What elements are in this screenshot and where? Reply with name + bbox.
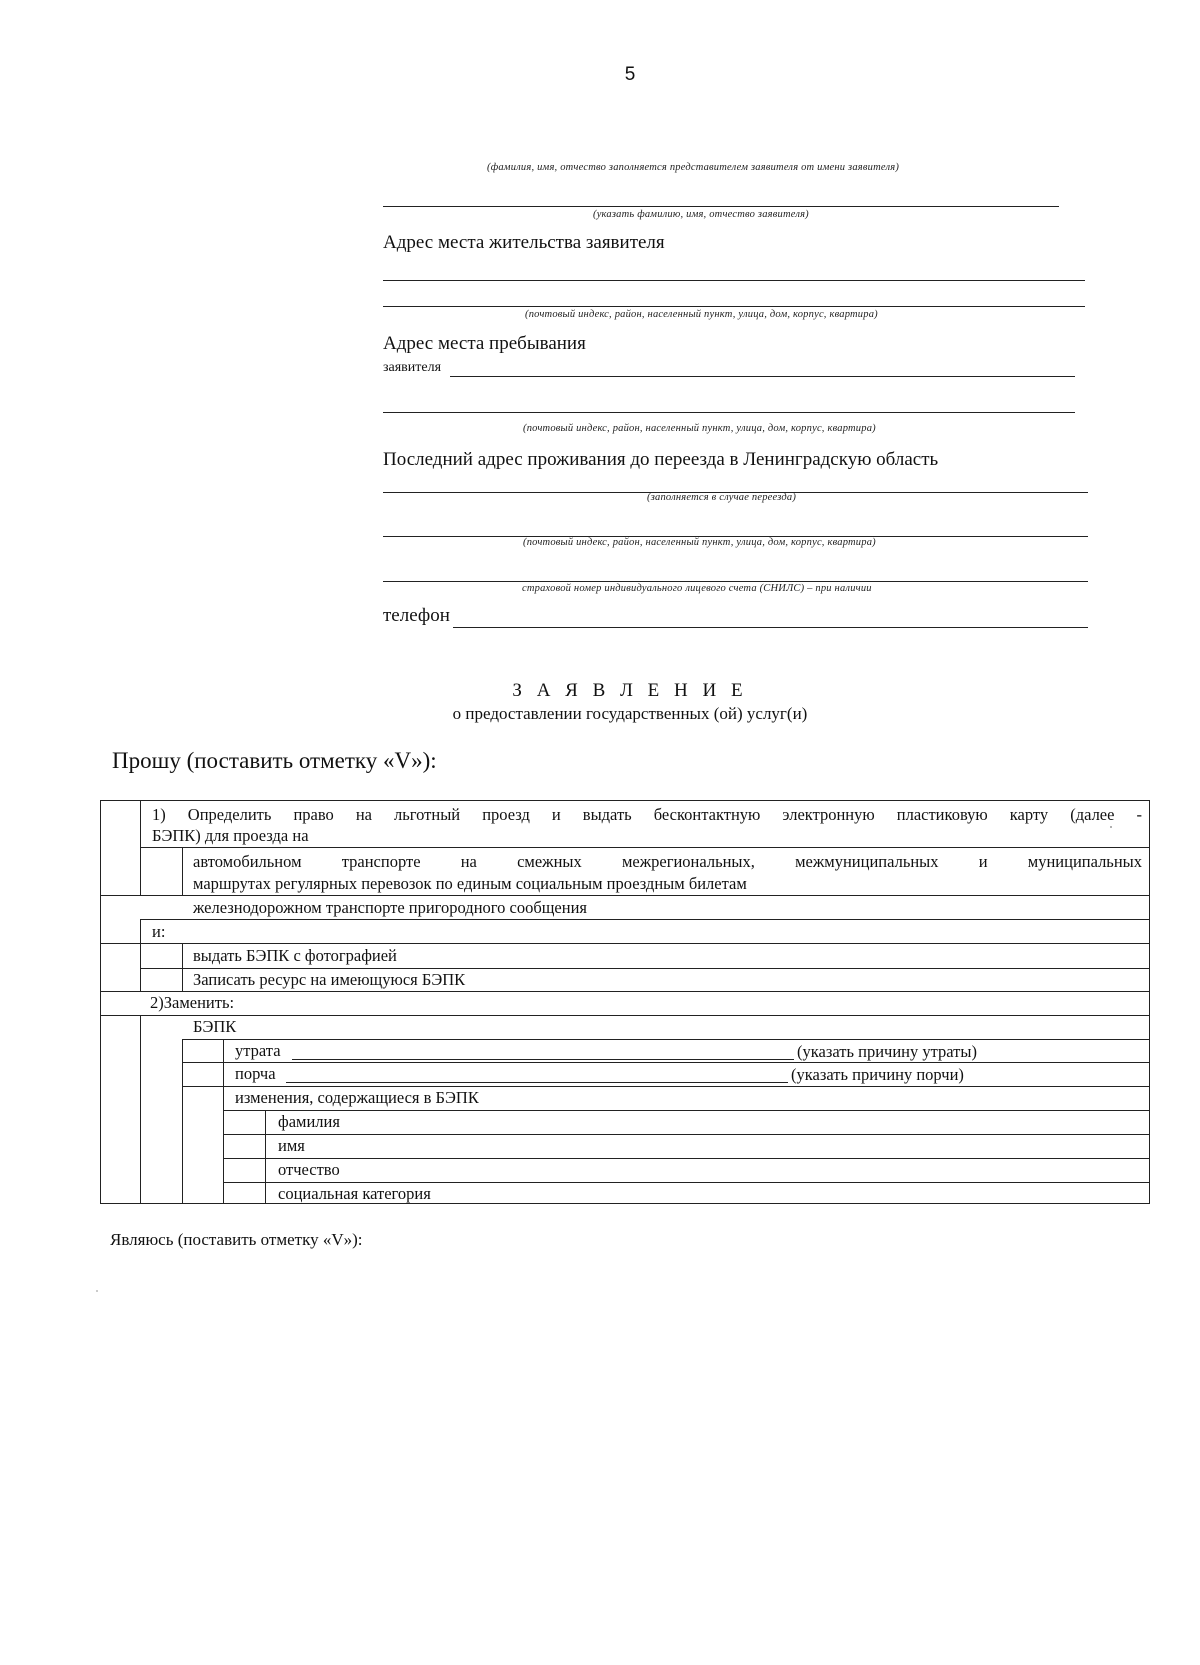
iam-label: Являюсь (поставить отметку «V»): [110,1230,363,1249]
table-rule [182,1062,1150,1063]
replace-label: 2)Заменить: [150,993,235,1012]
bepk-label: БЭПК [193,1017,237,1036]
document-subtitle: о предоставлении государственных (ой) услуг(и) [452,704,808,723]
checkbox-rail-transport[interactable] [141,896,181,918]
patronymic-label: отчество [278,1160,340,1179]
hint-address-2: (почтовый индекс, район, населенный пункт, улица, дом, корпус, квартира) [523,423,876,434]
table-rule [100,1015,1150,1016]
row1-text-line2: БЭПК) для проезда на [152,826,309,845]
checkbox-photo-card[interactable] [141,944,181,967]
residence-line-2[interactable] [383,306,1085,307]
checkbox-patronymic[interactable] [224,1159,264,1181]
stay-line-2[interactable] [383,412,1075,413]
scan-speck [1110,826,1112,828]
table-rule [100,991,1150,992]
checkbox-surname[interactable] [224,1111,264,1133]
table-rule [265,1110,266,1204]
table-rule [223,1134,1150,1135]
checkbox-write-resource[interactable] [141,969,181,990]
hint-representative: (фамилия, имя, отчество заполняется представителем заявителя от имени заявителя) [487,162,900,173]
surname-label: фамилия [278,1112,340,1131]
phone-label: телефон [383,605,450,626]
damage-reason-hint: (указать причину порчи) [791,1065,964,1084]
photo-card-label: выдать БЭПК с фотографией [193,946,397,965]
damage-label: порча [235,1064,276,1083]
residence-line-1[interactable] [383,280,1085,281]
hint-snils: страховой номер индивидуального лицевого счета (СНИЛС) – при наличии [522,583,872,594]
auto-transport-line1: автомобильном транспорте на смежных межрегиональных, межмуниципальных и муниципальных [193,852,1142,871]
hint-address-1: (почтовый индекс, район, населенный пункт, улица, дом, корпус, квартира) [525,309,878,320]
hint-applicant-name: (указать фамилию, имя, отчество заявителя) [593,209,809,220]
snils-line[interactable] [383,581,1088,582]
auto-transport-line2: маршрутах регулярных перевозок по единым социальным проездным билетам [193,874,747,893]
loss-label: утрата [235,1041,281,1060]
social-category-label: социальная категория [278,1184,431,1203]
checkbox-define-right[interactable] [101,801,139,894]
checkbox-loss[interactable] [183,1040,222,1061]
stay-label-2: заявителя [383,360,442,375]
last-address-label: Последний адрес проживания до переезда в Ленинградскую область [383,449,939,470]
changes-label: изменения, содержащиеся в БЭПК [235,1088,479,1107]
table-rule [182,1086,1150,1087]
table-rule [140,1015,141,1204]
stay-label: Адрес места пребывания [383,333,586,354]
hint-relocation: (заполняется в случае переезда) [647,492,797,503]
applicant-name-line[interactable] [383,206,1059,207]
checkbox-damage[interactable] [183,1063,222,1085]
table-rule [100,943,1150,944]
scan-speck [96,1290,98,1292]
table-rule [182,847,183,895]
table-rule [140,968,1150,969]
row1-text-line1: 1) Определить право на льготный проезд и выдать бесконтактную электронную пластиковую карту (далее - [152,805,1142,824]
checkbox-replace[interactable] [101,992,139,1014]
damage-reason-line[interactable] [286,1082,788,1083]
loss-reason-line[interactable] [292,1059,794,1060]
checkbox-name[interactable] [224,1135,264,1157]
page-number: 5 [624,64,636,85]
phone-line[interactable] [453,627,1088,628]
hint-address-3: (почтовый индекс, район, населенный пункт, улица, дом, корпус, квартира) [523,537,876,548]
table-rule [223,1182,1150,1183]
table-rule [140,847,1150,848]
and-label: и: [152,922,166,941]
request-label: Прошу (поставить отметку «V»): [112,748,437,773]
table-rule [100,895,1150,896]
loss-reason-hint: (указать причину утраты) [797,1042,977,1061]
name-label: имя [278,1136,305,1155]
checkbox-auto-transport[interactable] [141,848,181,894]
table-rule [223,1158,1150,1159]
residence-label: Адрес места жительства заявителя [383,232,665,253]
table-rule [223,1110,1150,1111]
table-rule [140,919,1150,920]
table-rule [182,1039,1150,1040]
checkbox-category[interactable] [224,1183,264,1203]
table-rule [182,943,183,991]
rail-transport-label: железнодорожном транспорте пригородного сообщения [193,898,588,917]
write-resource-label: Записать ресурс на имеющуюся БЭПК [193,970,466,989]
document-title: З А Я В Л Е Н И Е [512,680,748,701]
stay-line-1[interactable] [450,376,1075,377]
